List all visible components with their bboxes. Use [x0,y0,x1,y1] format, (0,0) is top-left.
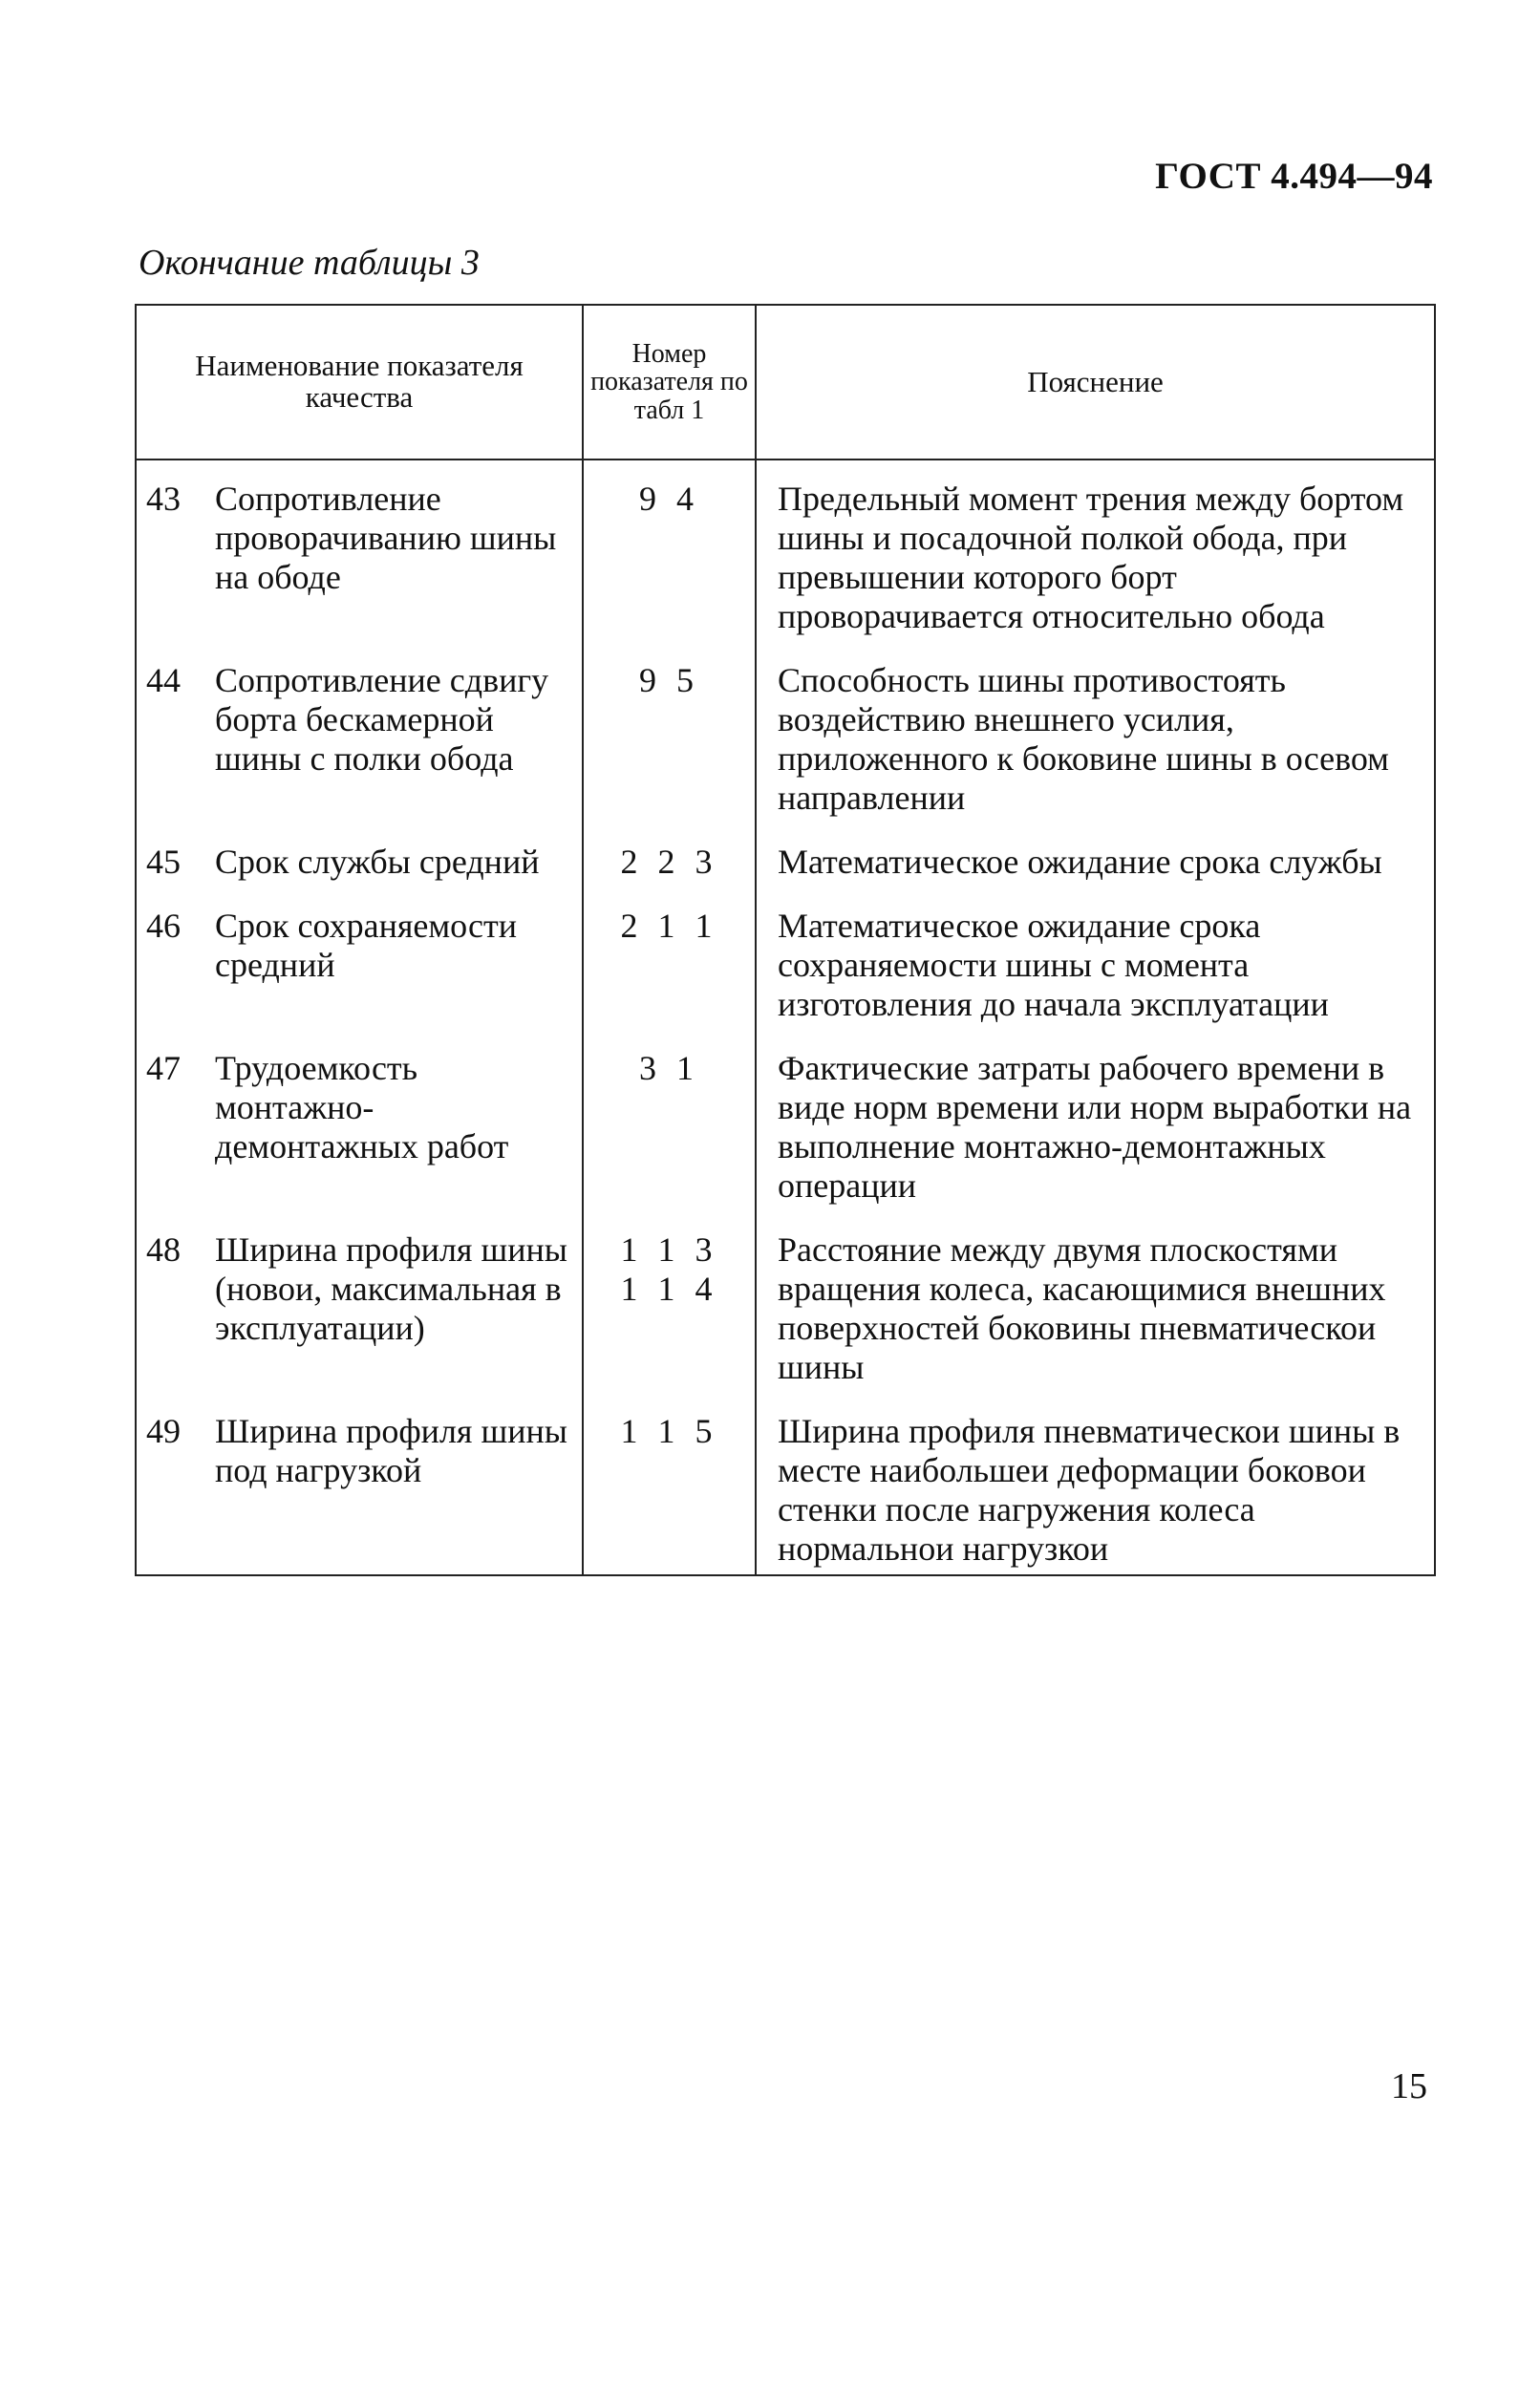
indicator-ref: 1 1 3 [620,1230,718,1269]
indicator-explanation: Ширина профиля пневматическои шины в месте наибольшеи деформации боковои стенки после нагружения колеса нормальнои нагрузкои [756,1412,1435,1575]
quality-indicators-table [135,304,1436,1576]
table-row [136,1230,1435,1412]
page-number: 15 [1391,2066,1427,2106]
document-code: ГОСТ 4.494—94 [1155,156,1433,197]
indicator-ref: 2 2 3 [620,843,718,881]
column-header-explanation: Пояснение [756,305,1435,460]
indicator-ref: 9 4 [639,480,699,518]
row-number: 49 [146,1412,181,1450]
indicator-explanation: Математическое ожидание срока сохраняемости шины с момента изготовления до начала эксплуатации [756,907,1435,1049]
table-row [136,661,1435,843]
row-number: 44 [146,661,181,699]
table-row [136,843,1435,907]
row-number: 48 [146,1230,181,1269]
indicator-explanation: Расстояние между двумя плоскостями вращения колеса, касающимися внешних поверхностей боковины пневматическои шины [756,1230,1435,1412]
indicator-ref: 3 1 [639,1049,699,1087]
indicator-name: Трудоемкость монтажно-демонтажных работ [215,1049,509,1165]
table-row [136,1049,1435,1230]
indicator-name: Срок службы средний [215,843,540,881]
indicator-ref: 1 1 5 [620,1412,718,1450]
indicator-name: Сопротивление проворачиванию шины на ободе [215,480,557,596]
indicator-explanation: Способность шины противостоять воздействию внешнего усилия, приложенного к боковине шины в осевом направлении [756,661,1435,843]
row-number: 47 [146,1049,181,1087]
indicator-explanation: Фактические затраты рабочего времени в виде норм времени или норм выработки на выполнение монтажно-демонтажных операции [756,1049,1435,1230]
table-row [136,1412,1435,1575]
table-row [136,460,1435,661]
row-number: 43 [146,480,181,518]
indicator-ref: 2 1 1 [620,907,718,945]
indicator-name: Сопротивление сдвигу борта бескамерной шины с полки обода [215,661,549,778]
table-caption: Окончание таблицы 3 [139,243,480,283]
indicator-explanation: Предельный момент трения между бортом шины и посадочной полкой обода, при превышении которого борт проворачивается относительно обода [756,460,1435,661]
row-number: 45 [146,843,181,881]
indicator-ref: 9 5 [639,661,699,699]
indicator-name: Ширина профиля шины (новои, максимальная в эксплуатации) [215,1230,567,1347]
indicator-ref: 1 1 4 [620,1270,718,1308]
table-header-row [136,305,1435,460]
column-header-number: Номер показателя по табл 1 [583,305,756,460]
row-number: 46 [146,907,181,945]
table-row [136,907,1435,1049]
indicator-name: Срок сохраняемости средний [215,907,518,984]
indicator-name: Ширина профиля шины под нагрузкой [215,1412,567,1489]
column-header-name: Наименование показателя качества [136,305,583,460]
indicator-explanation: Математическое ожидание срока службы [756,843,1435,907]
